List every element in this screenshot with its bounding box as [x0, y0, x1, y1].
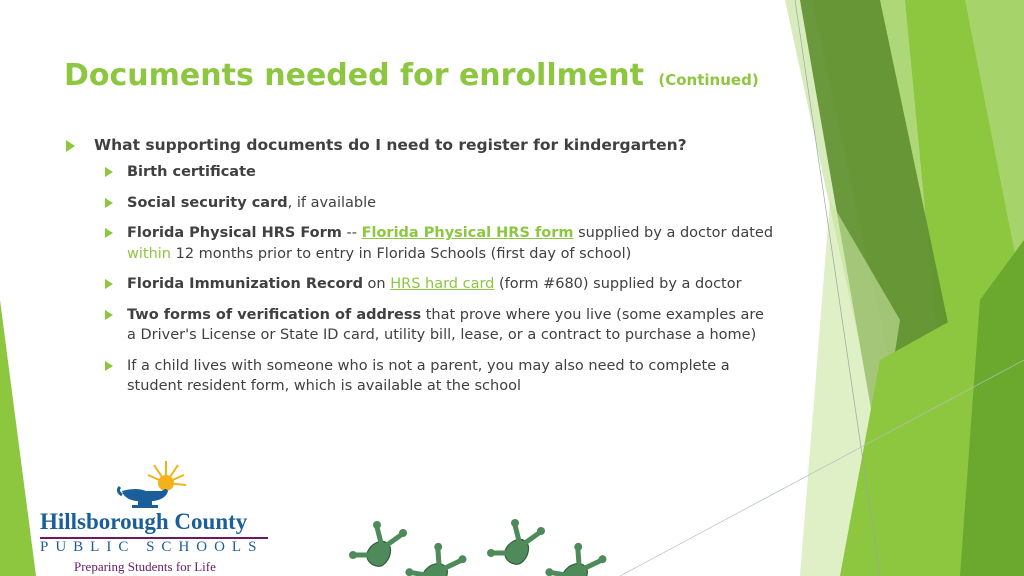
list-item-non-parent	[64, 356, 774, 397]
bullet-arrow-icon	[105, 279, 113, 289]
item-text: If a child lives with someone who is not a parent, you may also need to complete a student resident form, which is available at the school	[127, 357, 730, 394]
item-on: on	[362, 276, 391, 292]
list-item-address-verification	[64, 305, 774, 346]
list-item-birth-certificate	[64, 162, 774, 183]
paw-icon	[403, 538, 468, 576]
item-label: Two forms of verification of address	[127, 306, 422, 323]
logo-tagline: Preparing Students for Life	[74, 559, 216, 574]
bullet-arrow-icon	[66, 140, 75, 152]
item-text: , if available	[287, 194, 377, 211]
paw-icon	[543, 538, 608, 576]
main-question	[64, 134, 774, 156]
title-continued: (Continued)	[658, 71, 759, 89]
title-main: Documents needed for enrollment	[64, 58, 644, 93]
item-label: Birth certificate	[127, 164, 256, 180]
item-label: Florida Immunization Record	[127, 276, 363, 292]
paw-prints-decoration	[345, 505, 615, 576]
paw-icon	[487, 519, 545, 564]
list-item-social-security	[64, 193, 774, 214]
item-label: Florida Physical HRS Form	[127, 225, 342, 241]
logo-public-schools: PUBLIC SCHOOLS	[40, 539, 264, 555]
documents-list	[64, 162, 774, 397]
list-item-immunization	[64, 274, 774, 295]
physical-form-link[interactable]: Florida Physical HRS form	[361, 225, 574, 241]
lamp-icon	[116, 457, 188, 509]
hrs-hard-card-link[interactable]: HRS hard card	[390, 276, 495, 292]
bullet-arrow-icon	[105, 167, 113, 177]
item-text-2: 12 months prior to entry in Florida Schools (first day of school)	[170, 245, 632, 262]
logo-district-name: Hillsborough County	[40, 509, 248, 534]
item-text: supplied by a doctor dated	[573, 225, 774, 241]
item-text: that prove where you live (some examples are a Driver's License or State ID card, utility bill, lease, or a contract to purchase a home)	[127, 306, 764, 343]
item-text: (form #680) supplied by a doctor	[494, 276, 742, 292]
content-area	[64, 134, 774, 407]
within-highlight: within	[127, 245, 171, 262]
list-item-physical-form	[64, 223, 774, 264]
bullet-arrow-icon	[105, 361, 113, 371]
slide-title	[64, 54, 759, 102]
bullet-arrow-icon	[105, 310, 113, 320]
bullet-arrow-icon	[105, 228, 113, 238]
item-separator: --	[341, 225, 362, 241]
question-text: What supporting documents do I need to register for kindergarten?	[94, 136, 687, 154]
paw-icon	[349, 521, 407, 566]
item-label: Social security card	[127, 194, 288, 211]
hillsborough-logo	[36, 455, 276, 576]
bullet-arrow-icon	[105, 198, 113, 208]
